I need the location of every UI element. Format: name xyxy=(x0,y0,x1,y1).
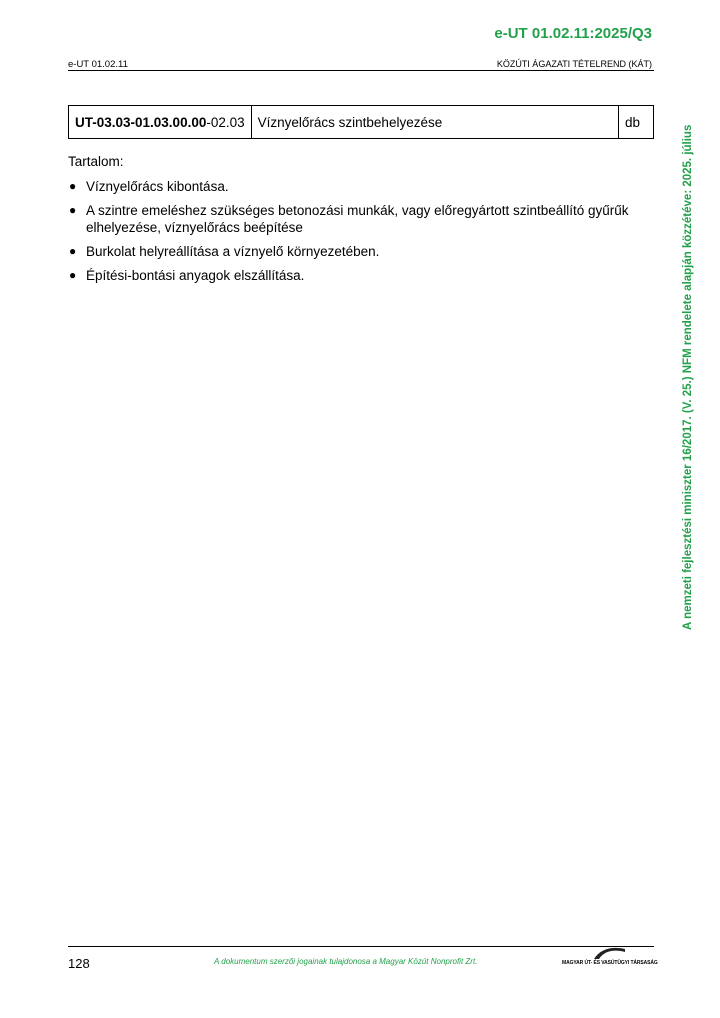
list-item xyxy=(68,178,638,195)
header-divider xyxy=(68,70,654,71)
copyright-note: A dokumentum szerzői jogainak tulajdonosa a Magyar Közút Nonprofit Zrt. xyxy=(214,957,478,966)
bullet-icon: ● xyxy=(69,268,77,282)
header-left-text: e-UT 01.02.11 xyxy=(68,59,128,70)
road-curve-icon xyxy=(592,946,626,960)
list-item-text: A szintre emeléshez szükséges betonozási munkák, vagy előregyártott szintbeállító gyűrűk elhelyezése, víznyelőrács beépítése xyxy=(86,203,629,235)
document-code: e-UT 01.02.11:2025/Q3 xyxy=(494,25,652,42)
item-row xyxy=(69,106,654,139)
bullet-icon: ● xyxy=(69,179,77,193)
header-right-text: KÖZÚTI ÁGAZATI TÉTELREND (KÁT) xyxy=(496,59,652,69)
content-label: Tartalom: xyxy=(68,154,124,169)
item-code-suffix: -02.03 xyxy=(206,114,245,130)
bullet-icon: ● xyxy=(69,203,77,217)
publication-side-note: A nemzeti fejlesztési miniszter 16/2017. (V. 25.) NFM rendelete alapján közzétéve: 2025. július xyxy=(682,124,694,630)
item-code-main: UT-03.03-01.03.00.00 xyxy=(75,114,207,130)
content-bullet-list xyxy=(68,178,638,291)
list-item-text: Építési-bontási anyagok elszállítása. xyxy=(86,268,305,283)
item-table xyxy=(68,105,654,139)
item-code-cell xyxy=(69,106,252,139)
society-logo xyxy=(562,946,658,970)
item-title-cell: Víznyelőrács szintbehelyezése xyxy=(251,106,618,139)
list-item-text: Víznyelőrács kibontása. xyxy=(86,179,229,194)
list-item xyxy=(68,202,638,236)
list-item xyxy=(68,243,638,260)
item-unit-cell: db xyxy=(619,106,654,139)
logo-text: MAGYAR ÚT- ÉS VASÚTÜGYI TÁRSASÁG xyxy=(562,960,658,966)
bullet-icon: ● xyxy=(69,244,77,258)
page-number: 128 xyxy=(68,956,90,971)
list-item xyxy=(68,267,638,284)
list-item-text: Burkolat helyreállítása a víznyelő környezetében. xyxy=(86,244,380,259)
